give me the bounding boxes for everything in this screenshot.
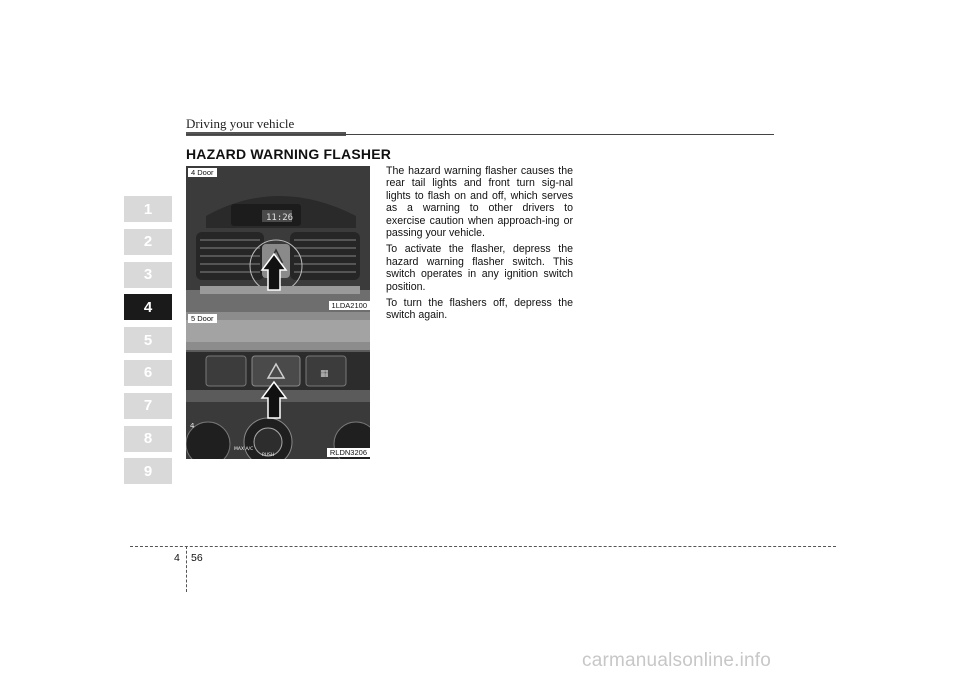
chapter-tabs	[124, 196, 172, 491]
chapter-tab-1[interactable]: 1	[124, 196, 172, 222]
svg-text:▦: ▦	[320, 369, 329, 379]
figure-label: 4 Door	[188, 168, 217, 177]
fan-speed-mark: 4	[190, 422, 195, 430]
header-rule	[186, 134, 774, 135]
running-header: Driving your vehicle	[186, 116, 295, 131]
chapter-tab-5[interactable]: 5	[124, 327, 172, 353]
paragraph: To activate the flasher, depress the hazard warning flasher switch. This switch operates in any ignition switch position.	[386, 243, 573, 293]
chapter-tab-9[interactable]: 9	[124, 458, 172, 484]
figure-5-door	[186, 312, 370, 459]
section-title: HAZARD WARNING FLASHER	[186, 146, 392, 162]
dashboard-vent-photo	[186, 166, 370, 312]
body-text	[386, 165, 573, 326]
center-console-photo	[186, 312, 370, 459]
figure-4-door	[186, 166, 370, 312]
paragraph: The hazard warning flasher causes the rear tail lights and front turn sig-nal lights to flash on and off, which serves as a warning to other drivers to exercise caution when approach-ing or passing your vehicle.	[386, 165, 573, 240]
chapter-tab-3[interactable]: 3	[124, 262, 172, 288]
max-ac-mark: MAX A/C	[234, 447, 254, 452]
clock-readout: 11:26	[266, 213, 294, 223]
footer-rule	[130, 546, 836, 547]
footer-page-number: 56	[191, 552, 203, 564]
footer-divider	[186, 546, 187, 592]
chapter-tab-2[interactable]: 2	[124, 229, 172, 255]
paragraph: To turn the flashers off, depress the switch again.	[386, 297, 573, 322]
chapter-tab-8[interactable]: 8	[124, 426, 172, 452]
watermark: carmanualsonline.info	[582, 650, 772, 671]
chapter-tab-6[interactable]: 6	[124, 360, 172, 386]
figure-code: 1LDA2100	[329, 301, 370, 310]
figure-code: RLDN3206	[327, 448, 370, 457]
figure-label: 5 Door	[188, 314, 217, 323]
footer-chapter-number: 4	[174, 552, 180, 564]
chapter-tab-7[interactable]: 7	[124, 393, 172, 419]
push-mark: PUSH	[262, 453, 275, 458]
chapter-tab-4[interactable]: 4	[124, 294, 172, 320]
